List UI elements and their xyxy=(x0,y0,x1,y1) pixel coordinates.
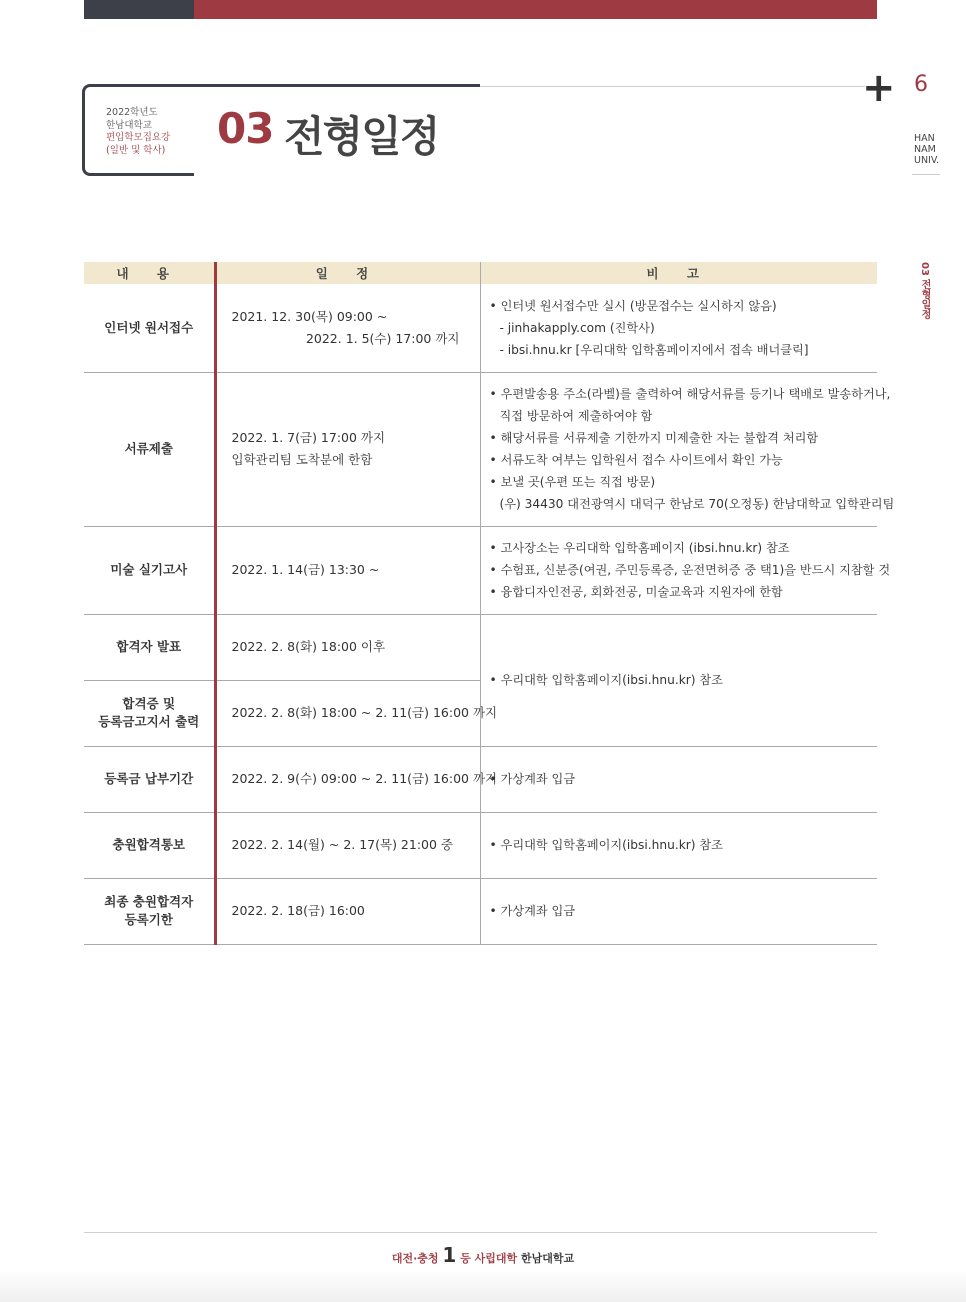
top-bar-red-segment xyxy=(194,0,877,19)
top-color-bar xyxy=(84,0,877,19)
subtitle-line: 한남대학교 xyxy=(106,119,152,131)
univ-line: UNIV. xyxy=(914,155,940,166)
footer-university-name: 한남대학교 xyxy=(520,1252,575,1265)
row-label: 최종 충원합격자 등록기한 xyxy=(84,878,215,944)
table-row xyxy=(84,812,877,878)
univ-line: HAN xyxy=(914,133,935,144)
univ-divider xyxy=(912,174,940,175)
row-label: 미술 실기고사 xyxy=(84,526,215,614)
univ-logo-text xyxy=(914,133,939,166)
row-schedule: 2021. 12. 30(목) 09:00 ~ 2022. 1. 5(수) 17:00 까지 xyxy=(215,284,480,372)
row-notes: • 우리대학 입학홈페이지(ibsi.hnu.kr) 참조 xyxy=(480,614,877,746)
header-schedule: 일 정 xyxy=(215,262,480,284)
schedule-table xyxy=(84,262,895,945)
table-row xyxy=(84,284,877,372)
footer-prefix: 대전·충청 xyxy=(391,1252,439,1265)
title-rule-thin xyxy=(480,86,865,87)
row-label: 등록금 납부기간 xyxy=(84,746,215,812)
table-row xyxy=(84,372,877,526)
table-row xyxy=(84,878,877,944)
brochure-subtitle xyxy=(106,107,170,157)
row-label: 인터넷 원서접수 xyxy=(84,284,215,372)
subtitle-line-red: (일반 및 학사) xyxy=(106,144,166,156)
subtitle-line: 2022학년도 xyxy=(106,107,158,118)
footer-slogan xyxy=(0,1243,966,1267)
page-title: 전형일정 xyxy=(284,112,439,161)
row-schedule: 2022. 1. 14(금) 13:30 ~ xyxy=(215,526,480,614)
row-notes: • 우리대학 입학홈페이지(ibsi.hnu.kr) 참조 xyxy=(480,812,877,878)
table-row xyxy=(84,614,877,680)
row-label: 서류제출 xyxy=(84,372,215,526)
footer-middle: 등 사립대학 xyxy=(460,1252,518,1265)
table-header-row xyxy=(84,262,877,284)
row-notes: • 고사장소는 우리대학 입학홈페이지 (ibsi.hnu.kr) 참조 • 수험표, 신분증(여권, 주민등록증, 운전면허증 중 택1)을 반드시 지참할 것 • 융합디자인전공, 회화전공, 미술교육과 지원자에 한함 xyxy=(480,526,877,614)
title-rule xyxy=(190,84,480,87)
row-notes: • 가상계좌 입금 xyxy=(480,878,877,944)
row-label: 충원합격통보 xyxy=(84,812,215,878)
footer-number: 1 xyxy=(442,1243,457,1267)
footer-divider xyxy=(84,1232,877,1233)
page-number: 6 xyxy=(914,72,928,97)
row-label: 합격증 및 등록금고지서 출력 xyxy=(84,680,215,746)
row-schedule: 2022. 2. 9(수) 09:00 ~ 2. 11(금) 16:00 까지 xyxy=(215,746,480,812)
subtitle-line-red: 편입학모집요강 xyxy=(106,132,171,143)
row-schedule: 2022. 2. 18(금) 16:00 xyxy=(215,878,480,944)
bottom-shadow xyxy=(0,1270,966,1302)
table-row xyxy=(84,746,877,812)
row-notes: • 인터넷 원서접수만 실시 (방문접수는 실시하지 않음) - jinhakapply.com (진학사) - ibsi.hnu.kr [우리대학 입학홈페이지에서 접속 배너클릭] xyxy=(480,284,877,372)
row-schedule: 2022. 2. 14(월) ~ 2. 17(목) 21:00 중 xyxy=(215,812,480,878)
side-section-tab: 03 전형일정 xyxy=(919,262,930,320)
univ-line: NAM xyxy=(914,144,936,155)
header-content: 내 용 xyxy=(84,262,215,284)
plus-icon: + xyxy=(862,65,896,111)
row-notes: • 가상계좌 입금 xyxy=(480,746,877,812)
row-schedule: 2022. 2. 8(화) 18:00 ~ 2. 11(금) 16:00 까지 xyxy=(215,680,480,746)
top-bar-dark-segment xyxy=(84,0,194,19)
section-number: 03 xyxy=(217,104,274,153)
row-notes: • 우편발송용 주소(라벨)를 출력하여 해당서류를 등기나 택배로 발송하거나, 직접 방문하여 제출하여야 함 • 해당서류를 서류제출 기한까지 미제출한 자는 불합격 처리함 • 서류도착 여부는 입학원서 접수 사이트에서 확인 가능 • 보낼 곳(우편 또는 직접 방문) (우) 34430 대전광역시 대덕구 한남로 70(오정동) 한남대학교 입학관리팀 xyxy=(480,372,877,526)
row-label: 합격자 발표 xyxy=(84,614,215,680)
row-schedule: 2022. 2. 8(화) 18:00 이후 xyxy=(215,614,480,680)
table-row xyxy=(84,526,877,614)
header-notes: 비 고 xyxy=(480,262,877,284)
row-schedule: 2022. 1. 7(금) 17:00 까지 입학관리팀 도착분에 한함 xyxy=(215,372,480,526)
